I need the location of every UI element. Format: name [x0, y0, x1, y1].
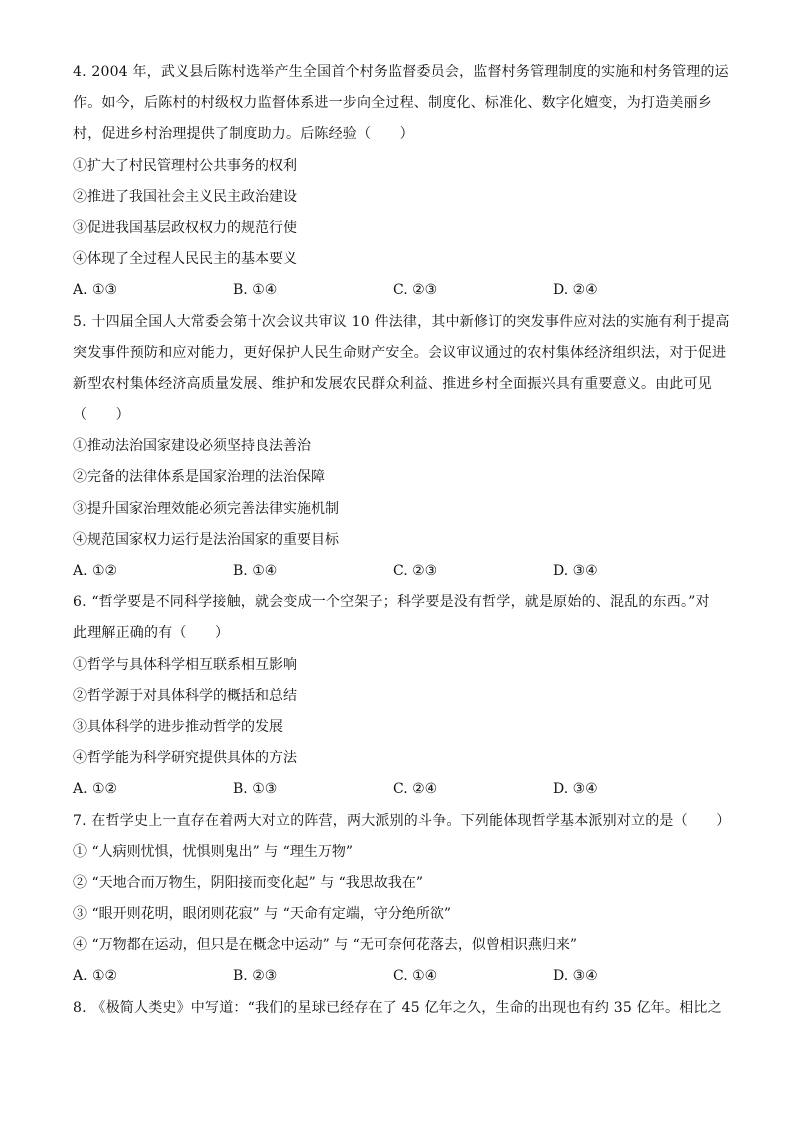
stem-line: 7. 在哲学史上一直存在着两大对立的阵营，两大派别的斗争。下列能体现哲学基本派别对立的是（ ）	[73, 812, 731, 829]
stem-line: 4. 2004 年，武义县后陈村选举产生全国首个村务监督委员会，监督村务管理制度的实施和村务管理的运	[73, 64, 729, 80]
stem-line: （ ）	[73, 407, 130, 424]
choice-a[interactable]: A. ①②	[73, 968, 118, 985]
statement-option: ④体现了全过程人民民主的基本要义	[73, 251, 297, 268]
question-stem	[73, 592, 723, 654]
choice-a[interactable]: A. ①③	[73, 282, 118, 299]
statement-option: ④哲学能为科学研究提供具体的方法	[73, 750, 297, 767]
question-5	[73, 312, 730, 593]
answer-choices	[73, 966, 723, 997]
choice-b[interactable]: B. ②③	[233, 968, 278, 985]
statement-option: ①推动法治国家建设必须坚持良法善治	[73, 438, 311, 455]
statement-option: ① “人病则忧惧，忧惧则鬼出” 与 “理生万物”	[73, 843, 353, 860]
choice-a[interactable]: A. ①②	[73, 781, 118, 798]
statement-option: ③提升国家治理效能必须完善法律实施机制	[73, 500, 339, 517]
choice-d[interactable]: D. ②④	[553, 282, 598, 299]
choice-b[interactable]: B. ①④	[233, 563, 278, 579]
choice-c[interactable]: C. ①④	[393, 968, 438, 985]
statement-option: ③ “眼开则花明，眼闭则花寂” 与 “天命有定端，守分绝所欲”	[73, 906, 451, 923]
statement-option: ②完备的法律体系是国家治理的法治保障	[73, 469, 325, 486]
question-stem	[73, 998, 723, 1029]
stem-line: 此理解正确的有（ ）	[73, 625, 230, 642]
stem-line: 5. 十四届全国人大常委会第十次会议共审议 10 件法律，其中新修订的突发事件应对法的实施有利于提高	[73, 313, 730, 330]
stem-line: 村，促进乡村治理提供了制度助力。后陈经验（ ）	[73, 126, 414, 143]
question-4	[73, 62, 729, 312]
choice-c[interactable]: C. ②④	[393, 781, 438, 798]
statement-option: ①扩大了村民管理村公共事务的权利	[73, 157, 297, 174]
answer-choices	[73, 561, 723, 592]
question-8	[73, 998, 723, 1029]
exam-page	[73, 62, 731, 1029]
choice-d[interactable]: D. ③④	[553, 968, 598, 985]
question-stem	[73, 62, 729, 156]
statement-option: ④ “万物都在运动，但只是在概念中运动” 与 “无可奈何花落去，似曾相识燕归来”	[73, 937, 577, 954]
stem-line: 新型农村集体经济高质量发展、维护和发展农民群众利益、推进乡村全面振兴具有重要意义。由此可见	[73, 375, 712, 392]
choice-c[interactable]: C. ②③	[393, 563, 438, 579]
choice-d[interactable]: D. ③④	[553, 781, 598, 798]
stem-line: 突发事件预防和应对能力，更好保护人民生命财产安全。会议审议通过的农村集体经济组织法，对于促进	[73, 344, 727, 361]
choice-b[interactable]: B. ①③	[233, 781, 278, 798]
question-6	[73, 592, 723, 810]
choice-a[interactable]: A. ①②	[73, 563, 118, 579]
question-stem	[73, 811, 731, 842]
choice-c[interactable]: C. ②③	[393, 282, 438, 299]
question-stem	[73, 312, 730, 437]
question-7	[73, 811, 731, 998]
statement-option: ②哲学源于对具体科学的概括和总结	[73, 687, 297, 704]
answer-choices	[73, 280, 723, 311]
choice-d[interactable]: D. ③④	[553, 563, 598, 579]
statement-option: ④规范国家权力运行是法治国家的重要目标	[73, 531, 339, 548]
statement-option: ③促进我国基层政权权力的规范行使	[73, 219, 297, 236]
choice-b[interactable]: B. ①④	[233, 282, 278, 299]
statement-option: ①哲学与具体科学相互联系相互影响	[73, 656, 297, 673]
statement-option: ②推进了我国社会主义民主政治建设	[73, 188, 297, 205]
stem-line: 6. “哲学要是不同科学接触，就会变成一个空架子；科学要是没有哲学，就是原始的、混乱的东西。”对	[73, 594, 710, 611]
statement-option: ③具体科学的进步推动哲学的发展	[73, 718, 283, 735]
stem-line: 8. 《极简人类史》中写道：“我们的星球已经存在了 45 亿年之久，生命的出现也有约 35 亿年。相比之	[73, 999, 722, 1016]
stem-line: 作。如今，后陈村的村级权力监督体系进一步向全过程、制度化、标准化、数字化嬗变，为打造美丽乡	[73, 95, 712, 112]
statement-option: ② “天地合而万物生，阴阳接而变化起” 与 “我思故我在”	[73, 874, 423, 891]
answer-choices	[73, 779, 723, 810]
